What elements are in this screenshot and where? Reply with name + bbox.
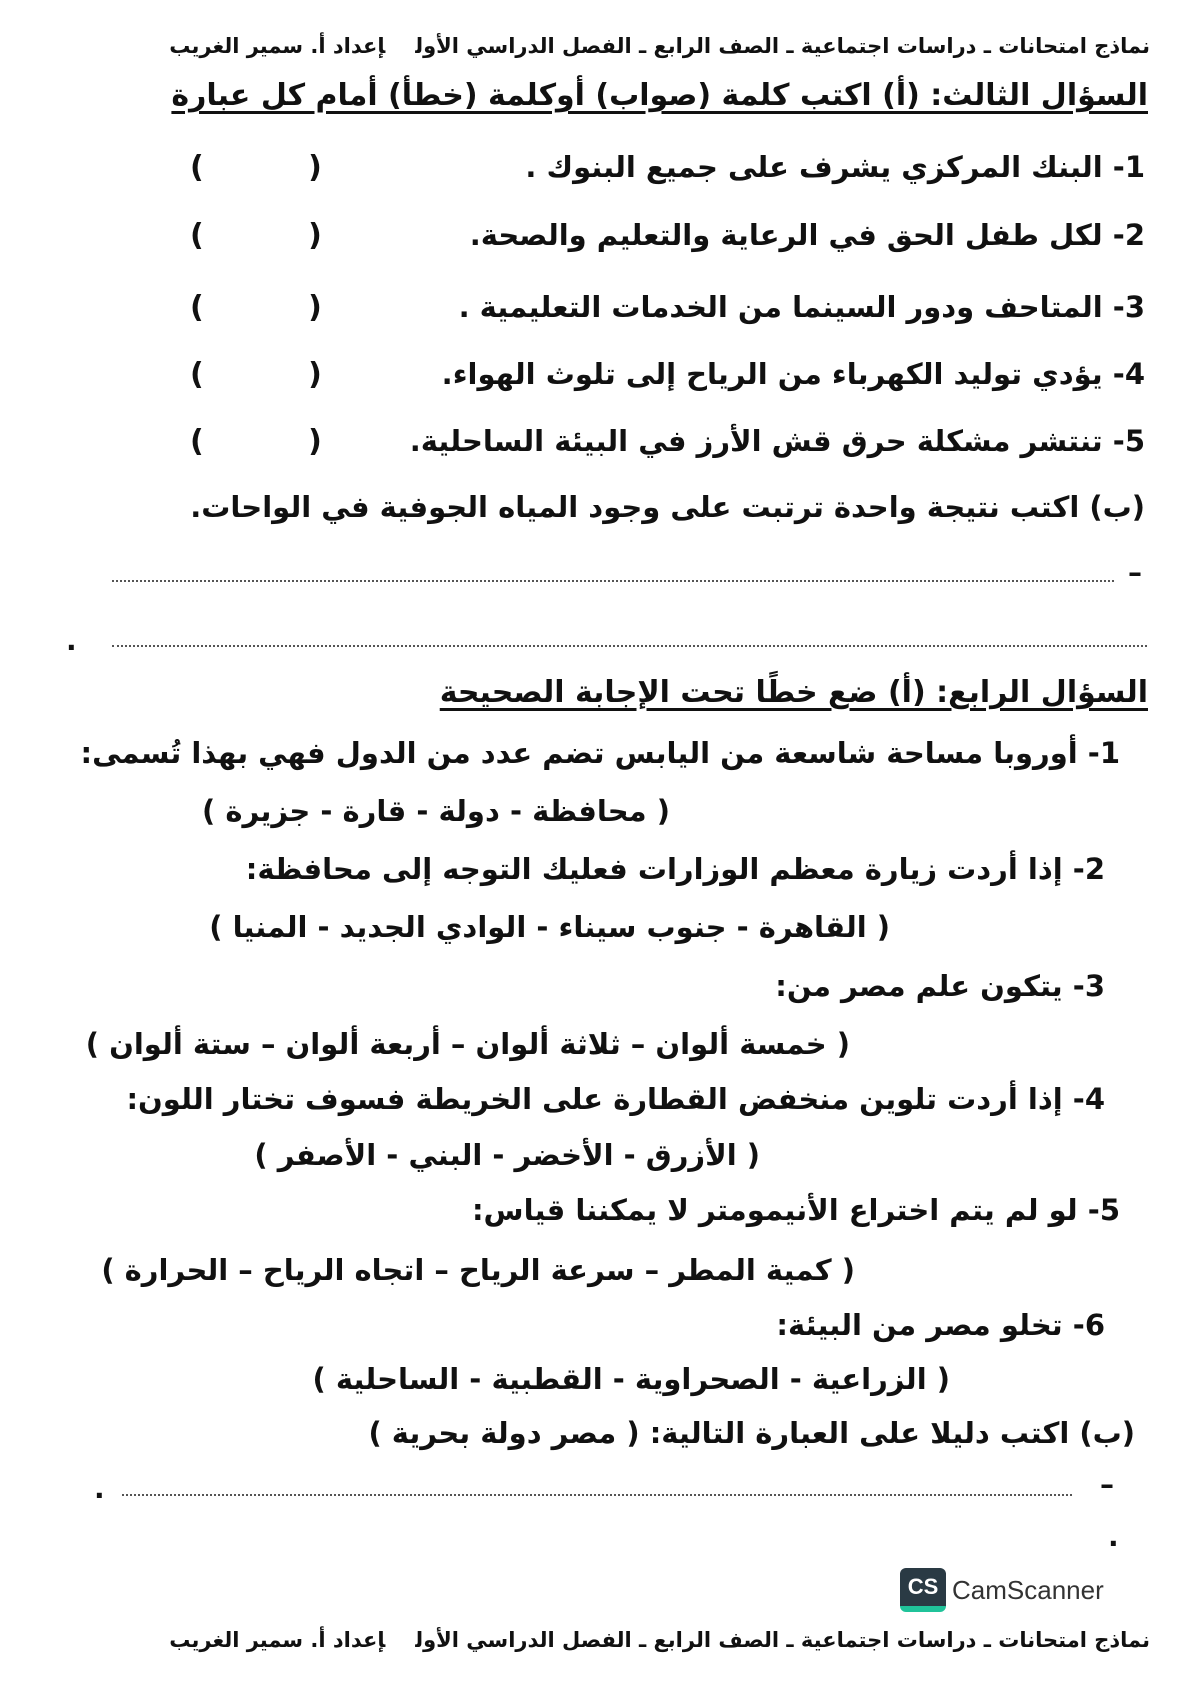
answer-blank[interactable]: ( ) — [190, 290, 322, 325]
q4-item-3: 3- يتكون علم مصر من: — [775, 969, 1105, 1003]
page-header — [169, 34, 1150, 58]
q4-item-1: 1- أوروبا مساحة شاسعة من اليابس تضم عدد من الدول فهي بهذا تُسمى: — [80, 736, 1120, 770]
q3-item-5: 5- تنتشر مشكلة حرق قش الأرز في البيئة الساحلية. — [409, 424, 1145, 458]
watermark-text: CamScanner — [952, 1574, 1104, 1605]
q3-item-2: 2- لكل طفل الحق في الرعاية والتعليم والصحة. — [469, 218, 1145, 252]
dot: . — [66, 624, 77, 657]
answer-blank[interactable]: ( ) — [190, 150, 322, 185]
dash: – — [1100, 1468, 1114, 1501]
answer-line[interactable] — [122, 1494, 1072, 1496]
q3-part-b: (ب) اكتب نتيجة واحدة ترتبت على وجود المياه الجوفية في الواحات. — [190, 490, 1145, 524]
q3-title: السؤال الثالث: (أ) اكتب كلمة (صواب) أوكلمة (خطأ) أمام كل عبارة — [171, 78, 1148, 113]
answer-blank[interactable]: ( ) — [190, 357, 322, 392]
q3-item-1: 1- البنك المركزي يشرف على جميع البنوك . — [525, 150, 1145, 184]
q4-options-4[interactable]: ( الأزرق - الأخضر - البني - الأصفر ) — [254, 1138, 760, 1172]
dash: – — [1128, 556, 1142, 589]
q4-options-1[interactable]: ( محافظة - دولة - قارة - جزيرة ) — [201, 794, 670, 828]
q4-item-4: 4- إذا أردت تلوين منخفض القطارة على الخريطة فسوف تختار اللون: — [126, 1082, 1105, 1116]
footer-author: إعداد أ. سمير الغريب — [169, 1628, 386, 1652]
camscanner-logo-icon: CS — [900, 1568, 946, 1612]
q4-title: السؤال الرابع: (أ) ضع خطًا تحت الإجابة الصحيحة — [439, 675, 1148, 710]
q4-options-2[interactable]: ( القاهرة - جنوب سيناء - الوادي الجديد - المنيا ) — [209, 910, 890, 944]
dot: . — [1108, 1520, 1119, 1553]
q4-item-5: 5- لو لم يتم اختراع الأنيمومتر لا يمكننا قياس: — [471, 1193, 1120, 1227]
q4-options-6[interactable]: ( الزراعية - الصحراوية - القطبية - الساحلية ) — [312, 1362, 950, 1396]
q3-item-3: 3- المتاحف ودور السينما من الخدمات التعليمية . — [458, 290, 1145, 324]
header-text: نماذج امتحانات ـ دراسات اجتماعية ـ الصف الرابع ـ الفصل الدراسي الأول — [415, 34, 1150, 58]
answer-line[interactable] — [112, 580, 1114, 582]
header-author: إعداد أ. سمير الغريب — [169, 34, 386, 58]
q4-item-2: 2- إذا أردت زيارة معظم الوزارات فعليك التوجه إلى محافظة: — [245, 852, 1105, 886]
page-footer — [169, 1628, 1150, 1652]
q4-options-5[interactable]: ( كمية المطر – سرعة الرياح – اتجاه الرياح – الحرارة ) — [101, 1253, 855, 1287]
answer-line[interactable] — [112, 645, 1147, 647]
dot: . — [94, 1472, 105, 1505]
answer-blank[interactable]: ( ) — [190, 424, 322, 459]
q4-item-6: 6- تخلو مصر من البيئة: — [776, 1308, 1105, 1342]
q4-options-3[interactable]: ( خمسة ألوان – ثلاثة ألوان – أربعة ألوان – ستة ألوان ) — [85, 1027, 850, 1061]
q3-item-4: 4- يؤدي توليد الكهرباء من الرياح إلى تلوث الهواء. — [441, 357, 1145, 391]
camscanner-watermark — [900, 1568, 1104, 1612]
footer-text: نماذج امتحانات ـ دراسات اجتماعية ـ الصف الرابع ـ الفصل الدراسي الأول — [415, 1628, 1150, 1652]
q4-part-b: (ب) اكتب دليلا على العبارة التالية: ( مصر دولة بحرية ) — [368, 1416, 1135, 1450]
answer-blank[interactable]: ( ) — [190, 218, 322, 253]
